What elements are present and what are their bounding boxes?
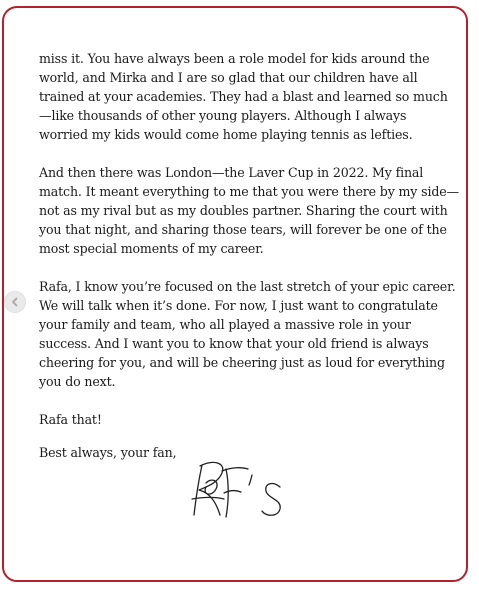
- letter-paragraph-1: miss it. You have always been a role model for kids around the world, and Mirka and I are so glad that our children have all trained at your academies. They had a blast and learned so much—like thousands of other young players. Although I always worried my kids would come home playing tennis as lefties.: [39, 51, 448, 142]
- letter-body: [39, 49, 459, 481]
- letter-paragraph-4: Rafa that!: [39, 412, 102, 427]
- letter-closing: Best always, your fan,: [39, 445, 177, 460]
- letter-paragraph-3: Rafa, I know you’re focused on the last stretch of your epic career. We will talk when it’s done. For now, I just want to congratulate your family and team, who all played a massive role in your success. And I want you to know that your old friend is always cheering for you, and will be cheering just as loud for everything you do next.: [39, 279, 456, 389]
- chevron-left-icon: [10, 297, 20, 307]
- handwritten-signature: [182, 457, 297, 527]
- previous-slide-button[interactable]: [4, 291, 26, 313]
- letter-paragraph-2: And then there was London—the Laver Cup in 2022. My final match. It meant everything to me that you were there by my side—not as my rival but as my doubles partner. Sharing the court with you that night, and sharing those tears, will forever be one of the most special moments of my career.: [39, 165, 459, 256]
